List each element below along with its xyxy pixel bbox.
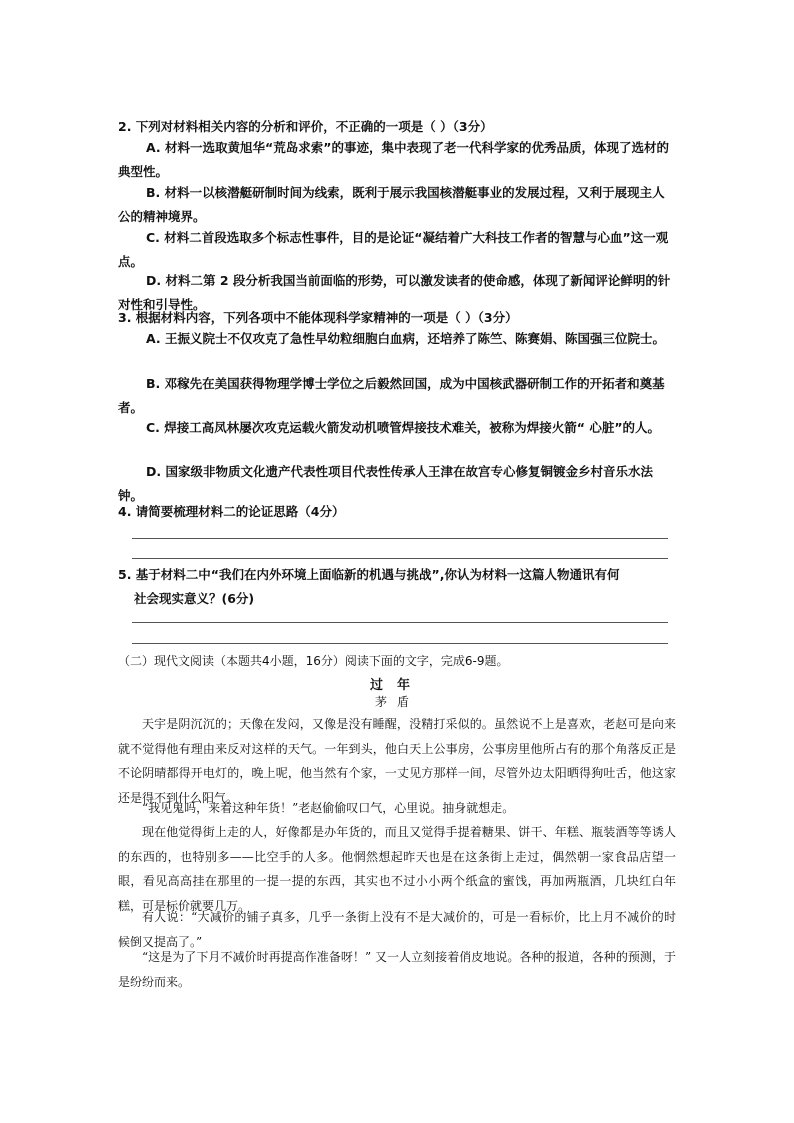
question-2-option-a: A. 材料一选取黄旭华“荒岛求索”的事迹，集中表现了老一代科学家的优秀品质，体现了选材的典型性。: [118, 140, 669, 179]
question-2-stem: 2. 下列对材料相关内容的分析和评价，不正确的一项是（ ）（3分）: [118, 119, 493, 134]
answer-line[interactable]: [132, 622, 668, 623]
passage-author: 茅盾: [374, 695, 419, 709]
question-3-option-d: D. 国家级非物质文化遗产代表性项目代表性传承人王津在故宫专心修复铜镀金乡村音乐水法钟。: [118, 464, 653, 503]
question-3-option-c: C. 焊接工高凤林屡次攻克运载火箭发动机喷管焊接技术难关，被称为焊接火箭“ 心脏”的人。: [146, 420, 661, 435]
passage-paragraph: 现在他觉得街上走的人，好像都是办年货的，而且又觉得手提着糖果、饼干、年糕、瓶装酒等等诱人的东西的，也特别多——比空手的人多。他惘然想起昨天也是在这条街上走过，偶然朝一家食品店望一眼，看见高高挂在那里的一提一提的东西，其实也不过小小两个纸盒的蜜饯，再加两瓶酒，几块红白年糕，可是标价就要几万。: [118, 825, 676, 913]
question-5-stem-line-1: 5. 基于材料二中“我们在内外环境上面临新的机遇与挑战”,你认为材料一这篇人物通讯有何: [118, 567, 620, 582]
question-2-option-d: D. 材料二第 2 段分析我国当前面临的形势，可以激发读者的使命感，体现了新闻评论鲜明的针对性和引导性。: [118, 273, 671, 312]
question-3-option-a: A. 王振义院士不仅攻克了急性早幼粒细胞白血病，还培养了陈竺、陈赛娟、陈国强三位院士。: [146, 331, 666, 346]
question-4-stem: 4. 请简要梳理材料二的论证思路（4分）: [118, 504, 345, 519]
question-2-option-c: C. 材料二首段选取多个标志性事件，目的是论证“凝结着广大科技工作者的智慧与心血”这一观点。: [118, 230, 669, 269]
answer-line[interactable]: [132, 643, 668, 644]
question-2-option-b: B. 材料一以核潜艇研制时间为线索，既利于展示我国核潜艇事业的发展过程，又利于展现主人公的精神境界。: [118, 185, 665, 224]
passage-title: 过年: [369, 678, 424, 693]
question-3-option-b: B. 邓稼先在美国获得物理学博士学位之后毅然回国，成为中国核武器研制工作的开拓者和奠基者。: [118, 376, 665, 415]
passage-paragraph: “我见鬼吗，来着这种年货！”老赵偷偷叹口气，心里说。抽身就想走。: [142, 801, 515, 815]
question-5-stem: [118, 563, 678, 610]
section-header: （二）现代文阅读（本题共4小题，16分）阅读下面的文字，完成6-9题。: [118, 654, 509, 668]
question-5-stem-line-2: 社会现实意义？(6分): [134, 590, 255, 606]
passage-paragraph: 天宇是阴沉沉的；天像在发闷，又像是没有睡醒，没精打采似的。虽然说不上是喜欢，老赵可是向来就不觉得他有理由来反对这样的天气。一年到头，他白天上公事房，公事房里他所占有的那个角落反正是不论阴晴都得开电灯的，晚上呢，他当然有个家，一丈见方那样一间，尽管外边太阳晒得狗吐舌，他这家还是得不到什么阳气。: [118, 717, 676, 805]
answer-line[interactable]: [132, 558, 668, 559]
question-3-stem: 3. 根据材料内容，下列各项中不能体现科学家精神的一项是（ ）（3分）: [118, 310, 518, 325]
passage-paragraph: 有人说：“大减价的铺子真多，几乎一条街上没有不是大减价的，可是一看标价，比上月不减价的时候倒又提高了。”: [118, 910, 676, 949]
passage-paragraph: “这是为了下月不减价时再提高作准备呀！” 又一人立刻接着俏皮地说。各种的报道，各种的预测，于是纷纷而来。: [118, 950, 676, 989]
answer-line[interactable]: [132, 538, 668, 539]
